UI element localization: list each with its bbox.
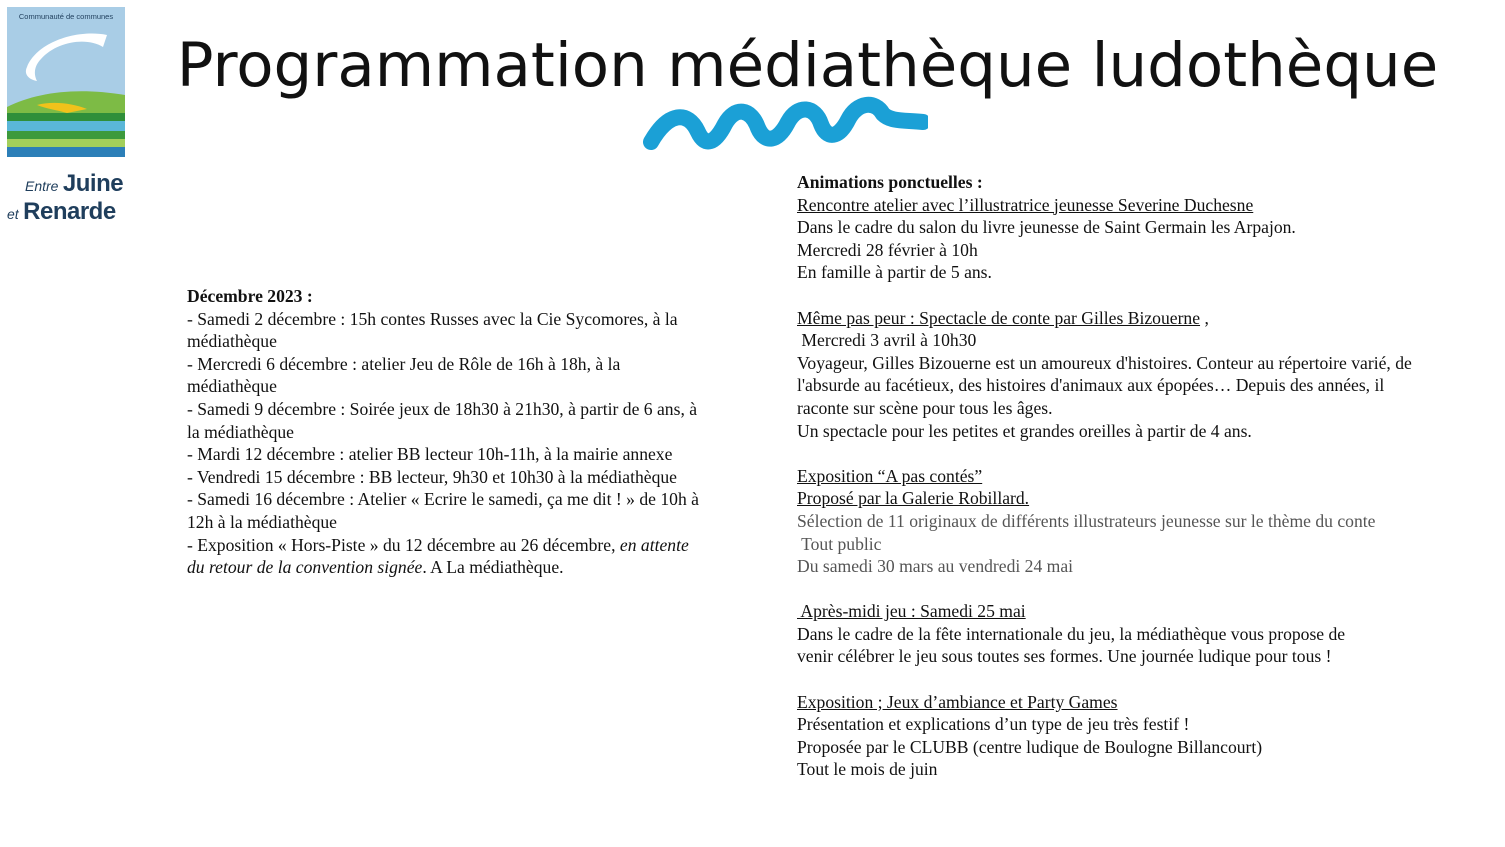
list-item: - Vendredi 15 décembre : BB lecteur, 9h30 et 10h30 à la médiathèque xyxy=(187,466,677,487)
event-line: En famille à partir de 5 ans. xyxy=(797,262,992,283)
list-item: - Samedi 16 décembre : Atelier « Ecrire le samedi, ça me dit ! » de 10h à 12h à la médiathèque xyxy=(187,489,699,532)
december-heading: Décembre 2023 : xyxy=(187,286,313,306)
event-line: Dans le cadre du salon du livre jeunesse de Saint Germain les Arpajon. xyxy=(797,217,1296,238)
logo-word-et: et xyxy=(7,206,19,222)
list-item xyxy=(187,534,702,579)
event-audience: Un spectacle pour les petites et grandes oreilles à partir de 4 ans. xyxy=(797,420,1252,441)
logo-name xyxy=(7,171,125,227)
event-description: Dans le cadre de la fête internationale du jeu, la médiathèque vous propose de venir célébrer le jeu sous toutes ses formes. Une journée ludique pour tous ! xyxy=(797,623,1346,667)
logo-word-juine: Juine xyxy=(62,170,124,197)
list-item-text-end: . A La médiathèque. xyxy=(422,557,564,578)
list-item-italic-note: en attente du retour de la convention signée xyxy=(187,534,689,578)
event-line: Sélection de 11 originaux de différents illustrateurs jeunesse sur le thème du conte xyxy=(797,510,1376,531)
event-line: Présentation et explications d’un type de jeu très festif ! xyxy=(797,714,1190,735)
event-description: Voyageur, Gilles Bizouerne est un amoureux d'histoires. Conteur au répertoire varié, de l'absurde au facétieux, des histoires d'animaux aux épopées… Depuis des années, il raconte sur scène pour tous les âges. xyxy=(797,352,1412,418)
event-line: Proposée par le CLUBB (centre ludique de Boulogne Billancourt) xyxy=(797,736,1263,757)
event-line: Mercredi 28 février à 10h xyxy=(797,239,978,260)
animations-section xyxy=(797,171,1437,781)
event-date: Mercredi 3 avril à 10h30 xyxy=(797,330,977,351)
list-item: - Samedi 2 décembre : 15h contes Russes avec la Cie Sycomores, à la médiathèque xyxy=(187,308,678,352)
event-title-suffix: , xyxy=(1200,307,1209,328)
list-item-text: - Exposition « Hors-Piste » du 12 décembre au 26 décembre, xyxy=(187,534,620,555)
page-title: Programmation médiathèque ludothèque xyxy=(176,30,1439,101)
event-title: Exposition “A pas contés” xyxy=(797,465,983,486)
list-item: - Samedi 9 décembre : Soirée jeux de 18h30 à 21h30, à partir de 6 ans, à la médiathèque xyxy=(187,398,698,442)
logo-word-entre: Entre xyxy=(25,178,59,194)
event-line: Du samedi 30 mars au vendredi 24 mai xyxy=(797,556,1074,577)
event-title-line xyxy=(797,307,1437,330)
animations-heading: Animations ponctuelles : xyxy=(797,172,983,192)
event-title: Même pas peur : Spectacle de conte par Gilles Bizouerne xyxy=(797,307,1201,328)
december-section xyxy=(187,285,702,579)
event-title: Exposition ; Jeux d’ambiance et Party Games xyxy=(797,691,1118,712)
event-subtitle: Proposé par la Galerie Robillard. xyxy=(797,488,1030,509)
logo-top-text: Communauté de communes xyxy=(18,12,114,21)
event-line: Tout public xyxy=(797,533,882,554)
event-line: Tout le mois de juin xyxy=(797,759,938,780)
event-title: Rencontre atelier avec l’illustratrice jeunesse Severine Duchesne xyxy=(797,194,1254,215)
event-title: Après-midi jeu : Samedi 25 mai xyxy=(797,601,1026,622)
brush-wave-icon xyxy=(643,92,928,160)
logo-word-renarde: Renarde xyxy=(23,198,116,225)
list-item: - Mardi 12 décembre : atelier BB lecteur 10h-11h, à la mairie annexe xyxy=(187,444,673,465)
list-item: - Mercredi 6 décembre : atelier Jeu de Rôle de 16h à 18h, à la médiathèque xyxy=(187,353,621,397)
